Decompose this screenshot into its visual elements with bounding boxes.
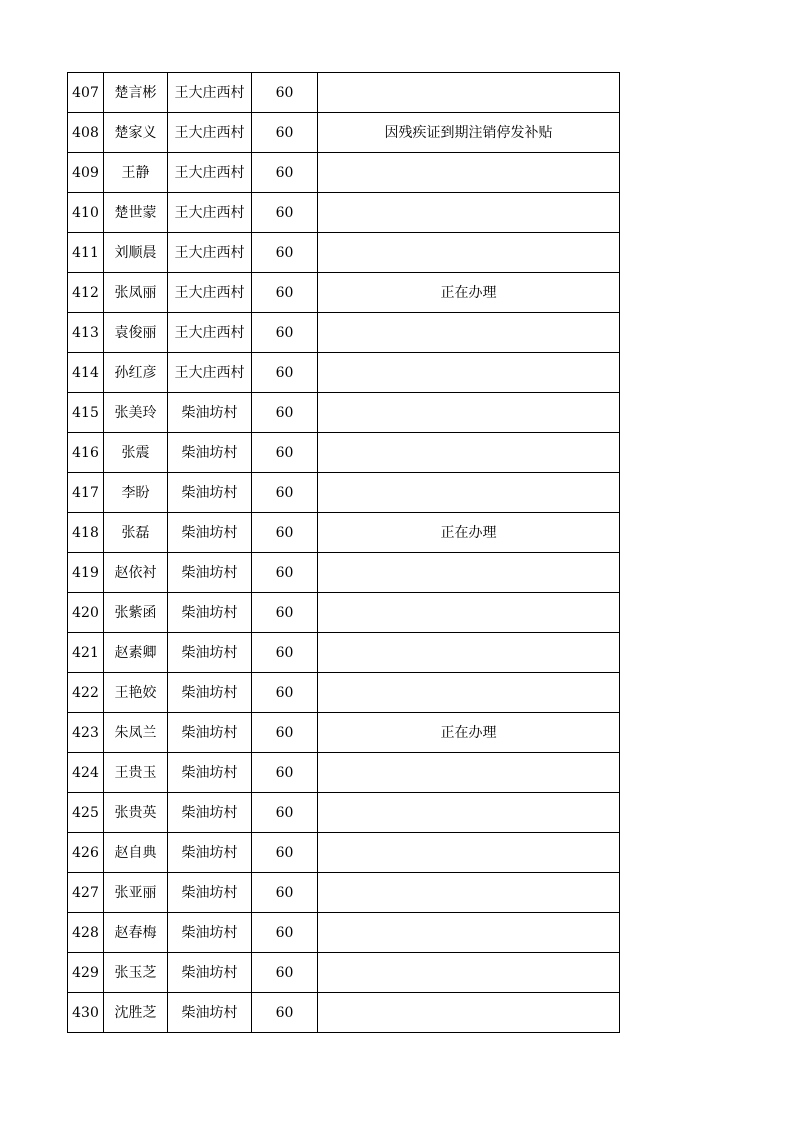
table-row [68,113,620,153]
amount-cell: 60 [252,753,318,793]
table-row [68,273,620,313]
village-cell: 柴油坊村 [168,873,252,913]
person-name-cell: 孙红彦 [104,353,168,393]
note-cell [318,953,620,993]
table-row [68,633,620,673]
amount-cell: 60 [252,513,318,553]
table-row [68,873,620,913]
amount-cell: 60 [252,953,318,993]
row-number-cell: 412 [68,273,104,313]
person-name-cell: 张亚丽 [104,873,168,913]
village-cell: 柴油坊村 [168,913,252,953]
person-name-cell: 朱凤兰 [104,713,168,753]
person-name-cell: 赵素卿 [104,633,168,673]
row-number-cell: 423 [68,713,104,753]
village-cell: 柴油坊村 [168,513,252,553]
row-number-cell: 419 [68,553,104,593]
note-cell [318,193,620,233]
village-cell: 柴油坊村 [168,993,252,1033]
village-cell: 柴油坊村 [168,393,252,433]
table-row [68,713,620,753]
row-number-cell: 420 [68,593,104,633]
village-cell: 柴油坊村 [168,593,252,633]
village-cell: 柴油坊村 [168,753,252,793]
table-row [68,473,620,513]
table-row [68,833,620,873]
row-number-cell: 408 [68,113,104,153]
amount-cell: 60 [252,833,318,873]
note-cell: 正在办理 [318,513,620,553]
row-number-cell: 429 [68,953,104,993]
row-number-cell: 410 [68,193,104,233]
table-row [68,193,620,233]
amount-cell: 60 [252,713,318,753]
person-name-cell: 赵春梅 [104,913,168,953]
person-name-cell: 刘顺晨 [104,233,168,273]
village-cell: 王大庄西村 [168,193,252,233]
note-cell [318,233,620,273]
note-cell [318,73,620,113]
amount-cell: 60 [252,193,318,233]
table-row [68,73,620,113]
row-number-cell: 411 [68,233,104,273]
row-number-cell: 409 [68,153,104,193]
amount-cell: 60 [252,353,318,393]
amount-cell: 60 [252,153,318,193]
note-cell: 正在办理 [318,273,620,313]
table-row [68,673,620,713]
row-number-cell: 427 [68,873,104,913]
table-row [68,593,620,633]
row-number-cell: 422 [68,673,104,713]
village-cell: 柴油坊村 [168,473,252,513]
amount-cell: 60 [252,873,318,913]
row-number-cell: 424 [68,753,104,793]
person-name-cell: 李盼 [104,473,168,513]
note-cell [318,753,620,793]
note-cell [318,593,620,633]
note-cell [318,433,620,473]
person-name-cell: 张磊 [104,513,168,553]
village-cell: 王大庄西村 [168,73,252,113]
village-cell: 柴油坊村 [168,833,252,873]
table-row [68,993,620,1033]
person-name-cell: 张贵英 [104,793,168,833]
note-cell [318,873,620,913]
village-cell: 柴油坊村 [168,673,252,713]
row-number-cell: 418 [68,513,104,553]
note-cell [318,353,620,393]
village-cell: 王大庄西村 [168,273,252,313]
table-row [68,553,620,593]
row-number-cell: 414 [68,353,104,393]
table-row [68,913,620,953]
table-row [68,793,620,833]
person-name-cell: 王艳姣 [104,673,168,713]
row-number-cell: 425 [68,793,104,833]
note-cell: 正在办理 [318,713,620,753]
row-number-cell: 416 [68,433,104,473]
table-row [68,153,620,193]
amount-cell: 60 [252,793,318,833]
amount-cell: 60 [252,913,318,953]
row-number-cell: 428 [68,913,104,953]
row-number-cell: 413 [68,313,104,353]
village-cell: 柴油坊村 [168,633,252,673]
subsidy-roster-table [67,72,620,1033]
person-name-cell: 沈胜芝 [104,993,168,1033]
amount-cell: 60 [252,113,318,153]
note-cell [318,633,620,673]
table-row [68,393,620,433]
amount-cell: 60 [252,433,318,473]
table-row [68,513,620,553]
village-cell: 王大庄西村 [168,313,252,353]
village-cell: 王大庄西村 [168,153,252,193]
row-number-cell: 407 [68,73,104,113]
village-cell: 王大庄西村 [168,113,252,153]
note-cell [318,313,620,353]
table-row [68,953,620,993]
table-row [68,353,620,393]
note-cell [318,833,620,873]
person-name-cell: 赵自典 [104,833,168,873]
person-name-cell: 张紫函 [104,593,168,633]
person-name-cell: 张玉芝 [104,953,168,993]
person-name-cell: 张凤丽 [104,273,168,313]
person-name-cell: 楚家义 [104,113,168,153]
table-row [68,433,620,473]
village-cell: 王大庄西村 [168,353,252,393]
amount-cell: 60 [252,313,318,353]
note-cell [318,153,620,193]
amount-cell: 60 [252,593,318,633]
amount-cell: 60 [252,993,318,1033]
row-number-cell: 426 [68,833,104,873]
person-name-cell: 楚言彬 [104,73,168,113]
note-cell [318,553,620,593]
table-row [68,233,620,273]
person-name-cell: 袁俊丽 [104,313,168,353]
table-row [68,753,620,793]
person-name-cell: 王静 [104,153,168,193]
person-name-cell: 楚世蒙 [104,193,168,233]
amount-cell: 60 [252,633,318,673]
village-cell: 柴油坊村 [168,553,252,593]
row-number-cell: 430 [68,993,104,1033]
amount-cell: 60 [252,73,318,113]
note-cell [318,793,620,833]
amount-cell: 60 [252,673,318,713]
village-cell: 柴油坊村 [168,713,252,753]
row-number-cell: 421 [68,633,104,673]
row-number-cell: 417 [68,473,104,513]
amount-cell: 60 [252,553,318,593]
amount-cell: 60 [252,233,318,273]
amount-cell: 60 [252,273,318,313]
person-name-cell: 张震 [104,433,168,473]
note-cell [318,673,620,713]
note-cell [318,393,620,433]
amount-cell: 60 [252,473,318,513]
table-row [68,313,620,353]
person-name-cell: 赵依衬 [104,553,168,593]
village-cell: 柴油坊村 [168,433,252,473]
note-cell [318,913,620,953]
note-cell [318,473,620,513]
roster-table-body [68,73,620,1033]
amount-cell: 60 [252,393,318,433]
note-cell [318,993,620,1033]
document-page [67,72,620,1033]
village-cell: 王大庄西村 [168,233,252,273]
row-number-cell: 415 [68,393,104,433]
village-cell: 柴油坊村 [168,793,252,833]
village-cell: 柴油坊村 [168,953,252,993]
person-name-cell: 张美玲 [104,393,168,433]
person-name-cell: 王贵玉 [104,753,168,793]
note-cell: 因残疾证到期注销停发补贴 [318,113,620,153]
